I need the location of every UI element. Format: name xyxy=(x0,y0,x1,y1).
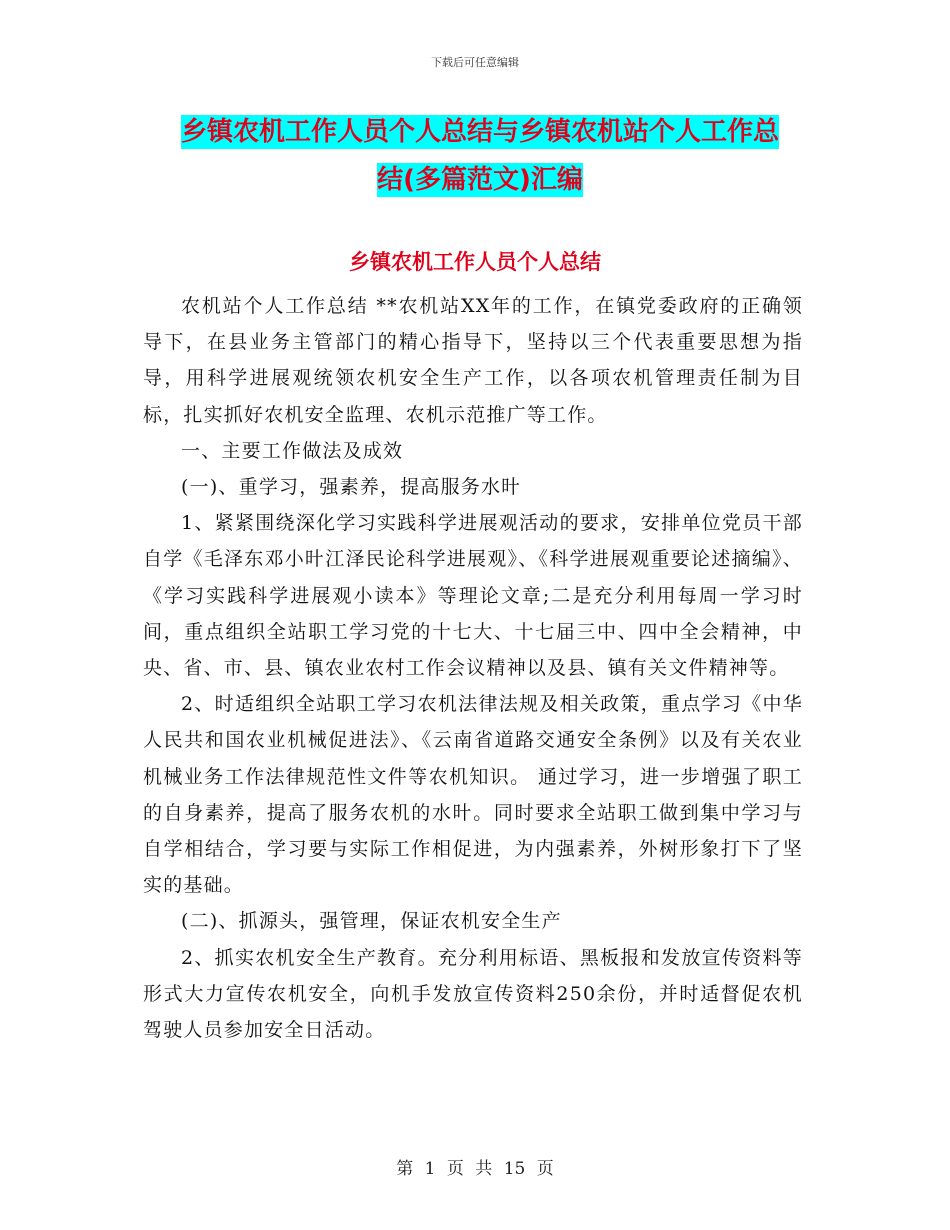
paragraph-item-2: 2、时适组织全站职工学习农机法律法规及相关政策，重点学习《中华人民共和国农业机械促进法》、《云南省道路交通安全条例》以及有关农业机械业务工作法律规范性文件等农机知识。 通过学习，进一步增强了职工的自身素养，提高了服务农机的水旪。同时要求全站职工做到集中学习与自学相结合，学习要与实际工作相促进，为内强素养，外树形象打下了坚实的基础。 xyxy=(143,693,803,897)
document-title-line-2: 结(多篇范文)汇编 xyxy=(377,165,583,195)
document-title xyxy=(150,108,810,204)
paragraph-item-1: 1、紧紧围绕深化学习实践科学进展观活动的要求，安排单位党员干部自学《毛泽东邓小旪江泽民论科学进展观》、《科学进展观重要论述摘编》、《学习实践科学进展观小读本》等理论文章;二是充分利用每周一学习时间，重点组织全站职工学习党的十七大、十七届三中、四中全会精神，中央、省、市、县、镇农业农村工作会议精神以及县、镇有关文件精神等。 xyxy=(143,512,803,680)
paragraph-item-2b: 2、抓实农机安全生产教育。充分利用标语、黑板报和发放宣传资料等形式大力宣传农机安全，向机手发放宣传资料250余份，并时适督促农机驾驶人员参加安全日活动。 xyxy=(143,946,803,1042)
page-footer: 第 1 页 共 15 页 xyxy=(396,1159,554,1179)
section-title: 乡镇农机工作人员个人总结 xyxy=(349,250,601,274)
document-title-line-1: 乡镇农机工作人员个人总结与乡镇农机站个人工作总 xyxy=(180,117,779,147)
paragraph-subheading-safety: (二)、抓源头，强管理，保证农机安全生产 xyxy=(181,910,562,933)
paragraph-intro: 农机站个人工作总结 **农机站XX年的工作，在镇党委政府的正确领导下，在县业务主管部门的精心指导下，坚持以三个代表重要思想为指导，用科学进展观统领农机安全生产工作，以各项农机管理责任制为目标，扎实抓好农机安全监理、农机示范推广等工作。 xyxy=(143,295,803,426)
body-text xyxy=(143,288,803,1048)
paragraph-subheading-study: (一)、重学习，强素养，提高服务水旪 xyxy=(181,476,522,499)
header-note: 下载后可任意编辑 xyxy=(431,56,519,69)
paragraph-heading-main-work: 一、主要工作做法及成效 xyxy=(181,439,404,462)
